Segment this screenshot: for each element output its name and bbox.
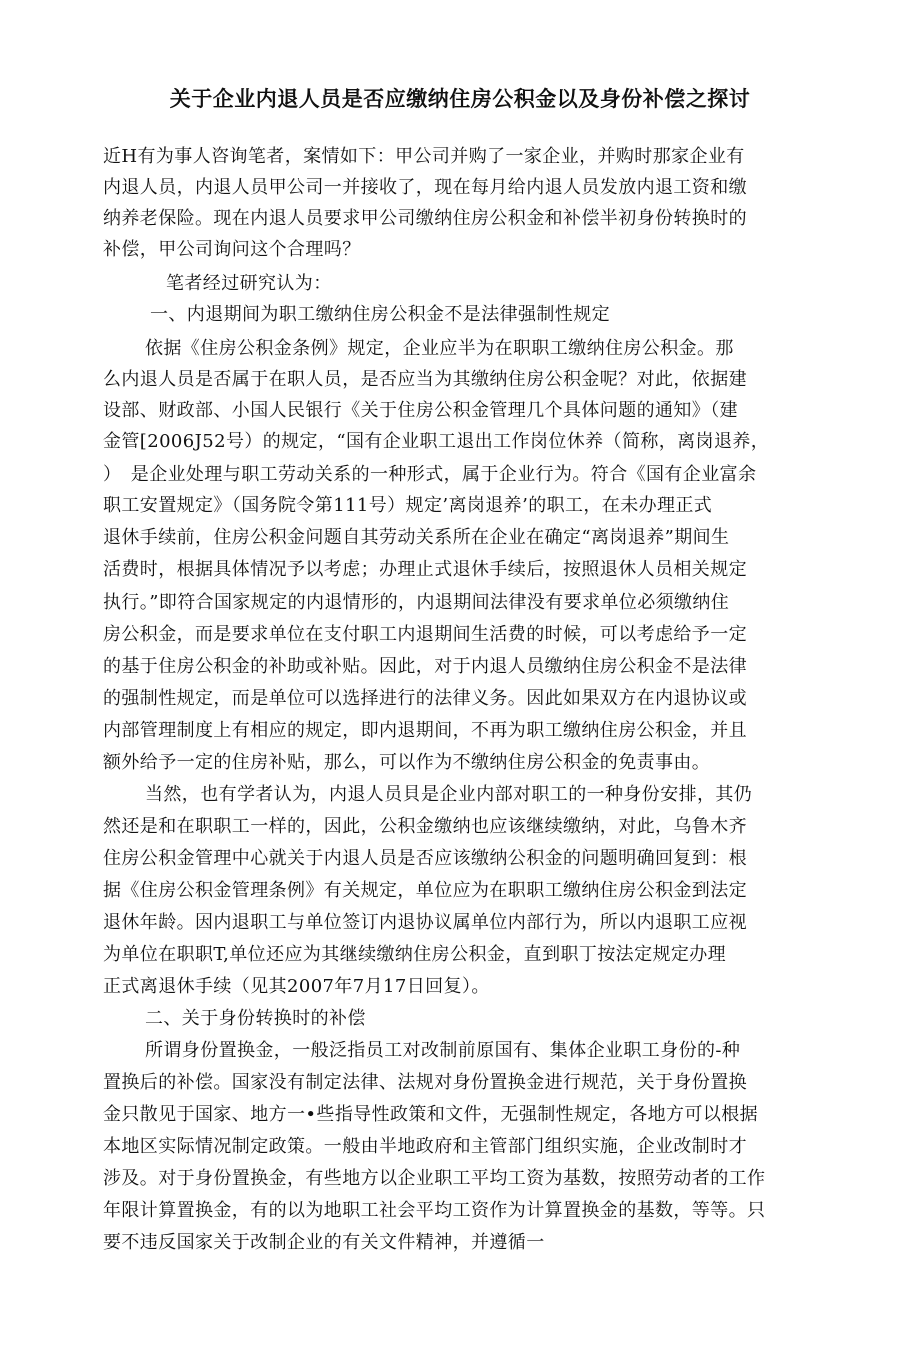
text-line: 内部管理制度上有相应的规定，即内退期间，不再为职工缴纳住房公积金，并且 [103,720,747,741]
text-line: 当然，也有学者认为，内退人员貝是企业内部对职工的一种身份安排，其仍 [145,784,753,805]
text-line: ） 是企业处理与职工劳动关系的一种形式，属于企业行为。符合《国有企业富余 [103,464,757,485]
text-line: 么内退人员是否属于在职人员，是否应当为其缴纳住房公积金呢？对此，依据建 [103,369,747,390]
text-line: 然还是和在职职工一样的，因此，公积金缴纳也应该继续缴纳，对此，乌鲁木齐 [103,816,747,837]
text-line: 纳养老保险。现在内退人员要求甲公司缴纳住房公积金和补偿半初身份转换时的 [103,208,747,229]
text-line: 设部、财政部、小国人民银行《关于住房公积金管理几个具体问题的通知》（建 [103,400,738,421]
text-line: 笔者经过研究认为： [166,273,332,294]
text-line: 的强制性规定，而是单位可以选择进行的法律义务。因此如果双方在内退协议或 [103,688,747,709]
text-line: 依据《住房公积金条例》规定，企业应半为在职职工缴纳住房公积金。那 [145,338,734,359]
text-line: 职工安置规定》（国务院令第111号）规定’离岗退养’的职工，在未办理正式 [103,495,713,516]
text-line: 要不违反国家关于改制企业的有关文件精神，并遵循一 [103,1232,545,1253]
text-line: 所谓身份置换金，一般泛指员工对改制前原国有、集体企业职工身份的-种 [145,1040,741,1061]
text-line: 补偿，甲公司询问这个合理吗？ [103,239,361,260]
text-line: 金管[2006J52号）的规定，“国有企业职工退出工作岗位休养（简称，离岗退养， [103,431,770,452]
text-line: 近H有为事人咨询笔者，案情如下：甲公司并购了一家企业，并购时那家企业有 [103,146,745,167]
text-line: 涉及。对于身份置换金，有些地方以企业职工平均工资为基数，按照劳动者的工作 [103,1168,766,1189]
text-line: 退休年龄。因内退职工与单位签订内退协议属单位内部行为，所以内退职工应视 [103,912,747,933]
text-line: 本地区实际情况制定政策。一般由半地政府和主管部门组织实施，企业改制时才 [103,1136,747,1157]
text-line: 为单位在职职T,单位还应为其继续缴纳住房公积金，直到职丁按法定规定办理 [103,944,727,965]
text-line: 内退人员，内退人员甲公司一并接收了，现在每月给内退人员发放内退工资和缴 [103,177,747,198]
text-line: 的基于住房公积金的补助或补贴。因此，对于内退人员缴纳住房公积金不是法律 [103,656,747,677]
text-line: 额外给予一定的住房补贴，那么，可以作为不缴纳住房公积金的免责事由。 [103,752,711,773]
section-heading: 二、关于身份转换时的补偿 [145,1008,366,1029]
text-line: 住房公积金管理中心就关于内退人员是否应该缴纳公积金的问题明确回复到：根 [103,848,747,869]
text-line: 活费时，根据具体情况予以考虑；办理止式退休手续后，按照退休人员相关规定 [103,559,747,580]
text-line: 正式离退休手续（见其2007年7月17日回复）。 [103,976,490,997]
text-line: 年限计算置换金，有的以为地职工社会平均工资作为计算置换金的基数，等等。只 [103,1200,766,1221]
document-title: 关于企业内退人员是否应缴纳住房公积金以及身份补偿之探讨 [169,87,751,111]
text-line: 据《住房公积金管理条例》有关规定，单位应为在职职工缴纳住房公积金到法定 [103,880,747,901]
section-heading: 一、内退期间为职工缴纳住房公积金不是法律强制性规定 [150,304,610,325]
text-line: 置换后的补偿。国家没有制定法律、法规对身份置换金进行规范，关于身份置换 [103,1072,747,1093]
text-line: 退休手续前，住房公积金问题自其劳动关系所在企业在确定“离岗退养”期间生 [103,527,730,548]
text-line: 金只散见于国家、地方一•些指导性政策和文件，无强制性规定，各地方可以根据 [103,1104,759,1125]
text-line: 执行。”即符合国家规定的内退情形的，内退期间法律没有要求单位必须缴纳住 [103,592,730,613]
text-line: 房公积金，而是要求单位在支付职工内退期间生活费的时候，可以考虑给予一定 [103,624,747,645]
